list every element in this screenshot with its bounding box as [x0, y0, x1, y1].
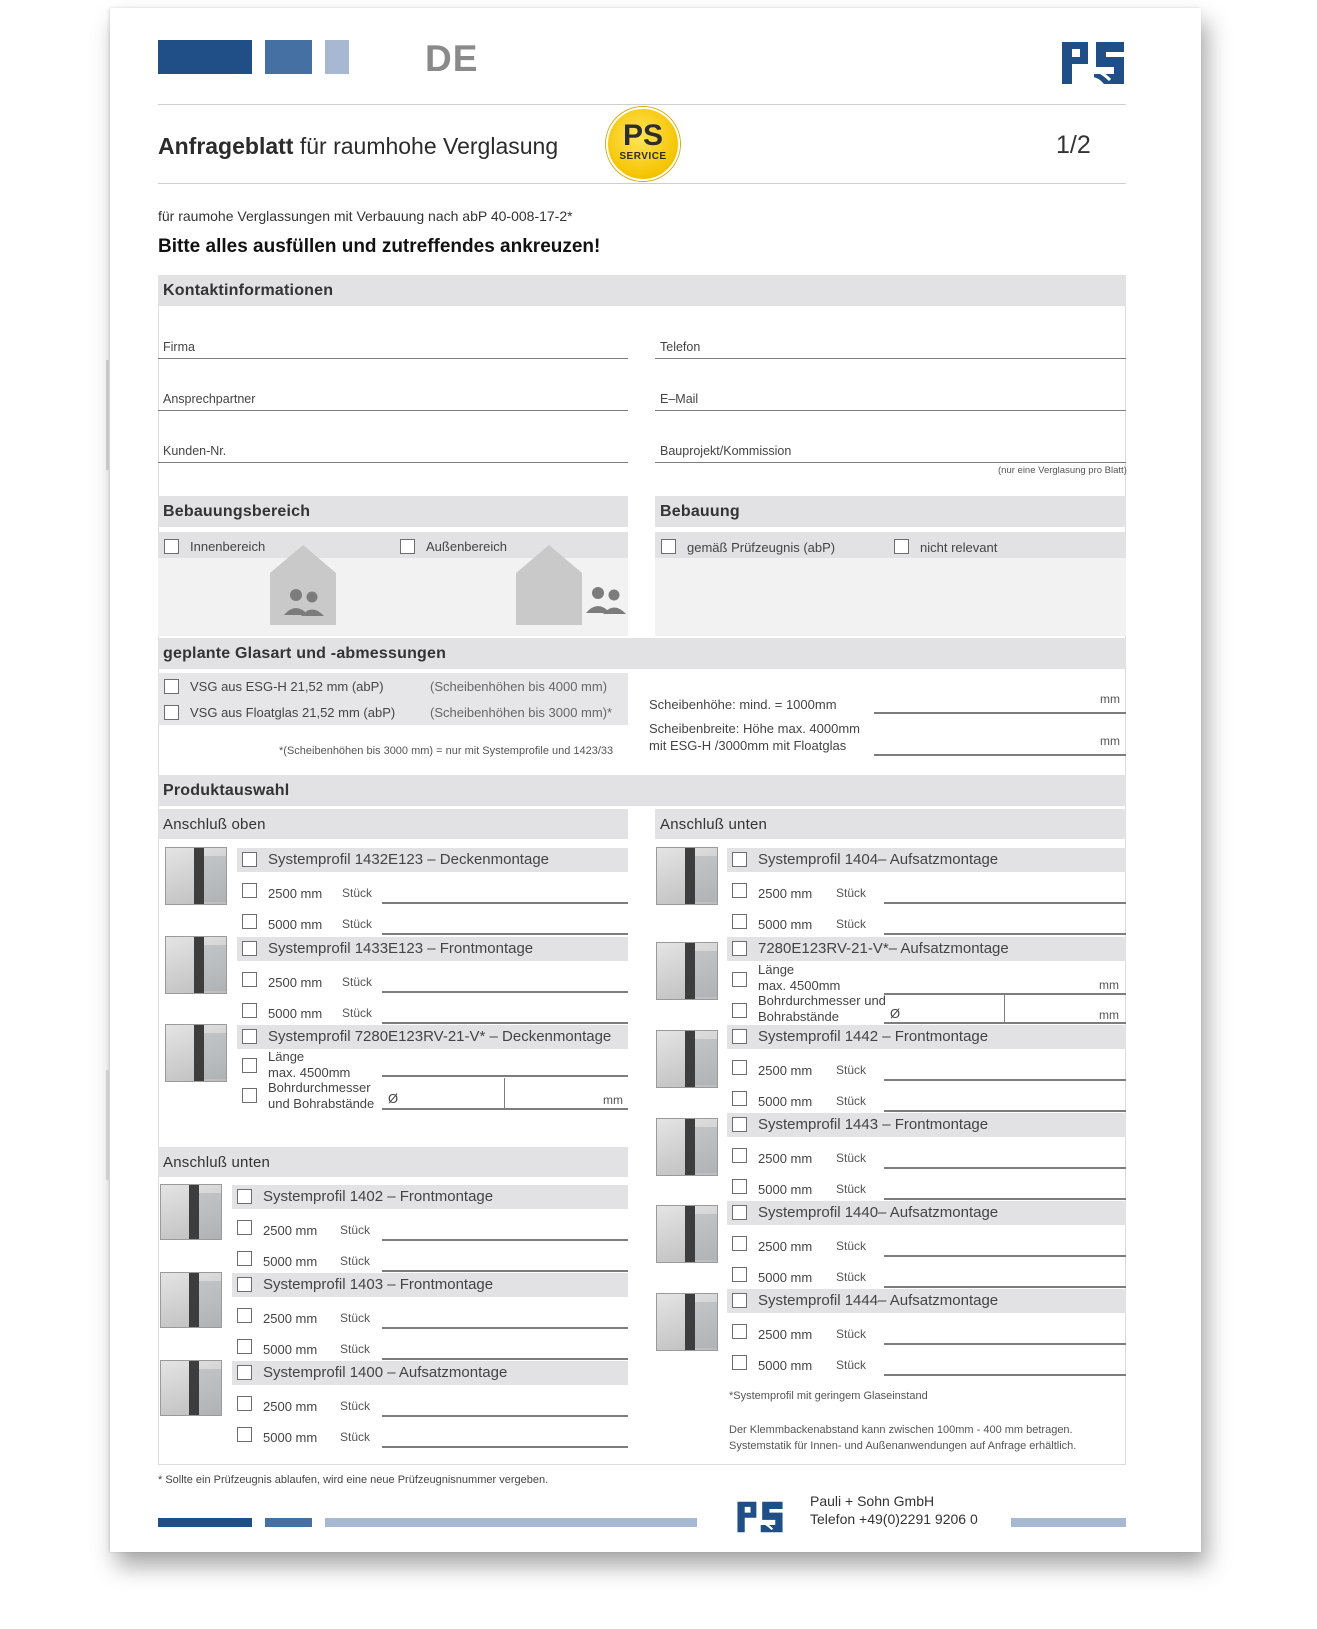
unten-right-4-label: Systemprofil 1443 – Frontmontage	[758, 1116, 989, 1133]
oben-item-2-checkbox[interactable]	[242, 941, 257, 956]
abp-checkbox[interactable]	[661, 539, 676, 554]
section-glas-label: geplante Glasart und -abmessungen	[163, 645, 447, 662]
oben-item-2-2500-field[interactable]	[382, 991, 628, 993]
unten-right-5-5000-label: 5000 mm	[758, 1270, 813, 1285]
oben-item-3-bohr-field[interactable]	[382, 1108, 628, 1110]
oben-item-2-label: Systemprofil 1433E123 – Frontmontage	[268, 940, 534, 957]
outdoor-house-icon	[516, 545, 582, 625]
oben-item-2-2500-label: 2500 mm	[268, 975, 323, 990]
unten-right-6-5000-field[interactable]	[884, 1374, 1126, 1376]
glas-esg-checkbox[interactable]	[164, 679, 179, 694]
unten-right-2-laenge-checkbox[interactable]	[732, 972, 747, 987]
unten-right-5-2500-field[interactable]	[884, 1255, 1126, 1257]
unten-right-1-5000-stueck: Stück	[836, 917, 867, 931]
section-produkt	[158, 775, 1126, 806]
oben-item-1-2500-checkbox[interactable]	[242, 883, 257, 898]
unten-right-2-checkbox[interactable]	[732, 941, 747, 956]
unten-right-3-2500-stueck: Stück	[836, 1063, 867, 1077]
section-contact	[158, 275, 1126, 306]
unten-left-2-5000-label: 5000 mm	[263, 1342, 318, 1357]
outdoor-people-icon	[584, 585, 626, 615]
unten-left-2-2500-field[interactable]	[382, 1327, 628, 1329]
glas-float-label: VSG aus Floatglas 21,52 mm (abP)	[190, 705, 396, 720]
unten-left-1-5000-label: 5000 mm	[263, 1254, 318, 1269]
unten-right-2-bohr-label-1: Bohrdurchmesser und	[758, 993, 886, 1008]
unten-right-5-2500-checkbox[interactable]	[732, 1236, 747, 1251]
oben-item-3-divider	[504, 1078, 505, 1108]
unten-right-1-2500-label: 2500 mm	[758, 886, 813, 901]
indoor-house-icon	[270, 545, 336, 625]
unten-right-6-2500-checkbox[interactable]	[732, 1324, 747, 1339]
anschluss-unten-left-header	[158, 1147, 628, 1177]
oben-item-3-laenge-field[interactable]	[382, 1075, 628, 1077]
telefon-label: Telefon	[660, 340, 701, 354]
unten-left-2-5000-checkbox[interactable]	[237, 1339, 252, 1354]
unten-left-3-2500-stueck: Stück	[340, 1399, 371, 1413]
unten-right-1-5000-checkbox[interactable]	[732, 914, 747, 929]
header-rule	[158, 104, 1126, 105]
oben-item-3-bohr-label-2: und Bohrabstände	[268, 1096, 375, 1111]
unten-right-4-2500-label: 2500 mm	[758, 1151, 813, 1166]
unten-left-1-5000-checkbox[interactable]	[237, 1251, 252, 1266]
klemmbacken-note: Der Klemmbackenabstand kann zwischen 100mm - 400 mm betragen.	[729, 1424, 1073, 1436]
unten-right-2-bohr-unit: mm	[1099, 1008, 1119, 1022]
oben-item-1-2500-stueck: Stück	[342, 886, 373, 900]
oben-item-3-laenge-label-2: max. 4500mm	[268, 1065, 351, 1080]
oben-item-3-label: Systemprofil 7280E123RV-21-V* – Deckenmontage	[268, 1028, 612, 1045]
unten-left-2-label: Systemprofil 1403 – Frontmontage	[263, 1276, 494, 1293]
company-info	[810, 1492, 978, 1528]
subtitle: für raumohe Verglassungen mit Verbauung nach abP 40-008-17-2*	[158, 208, 573, 224]
header-bar-light	[325, 40, 349, 74]
unten-right-5-5000-field[interactable]	[884, 1286, 1126, 1288]
innenbereich-label: Innenbereich	[190, 539, 266, 554]
aussenbereich-checkbox[interactable]	[400, 539, 415, 554]
scheibenbreite-field[interactable]	[874, 754, 1126, 756]
unten-left-1-2500-checkbox[interactable]	[237, 1220, 252, 1235]
page-edge	[106, 1070, 109, 1180]
section-bebauungsbereich-label: Bebauungsbereich	[163, 503, 311, 520]
footer-bar-right	[1011, 1518, 1126, 1527]
oben-item-1-5000-checkbox[interactable]	[242, 914, 257, 929]
bauprojekt-note: (nur eine Verglasung pro Blatt)	[998, 465, 1127, 476]
unten-right-5-5000-checkbox[interactable]	[732, 1267, 747, 1282]
unten-right-2-laenge-unit: mm	[1099, 978, 1119, 992]
unten-right-4-2500-field[interactable]	[884, 1167, 1126, 1169]
oben-item-3-diameter: Ø	[388, 1091, 399, 1106]
unten-left-3-5000-checkbox[interactable]	[237, 1427, 252, 1442]
footer-bar-mid	[265, 1518, 312, 1527]
scheibenhoehe-field[interactable]	[874, 712, 1126, 714]
unten-right-6-label: Systemprofil 1444– Aufsatzmontage	[758, 1292, 999, 1309]
anschluss-unten-right-header	[655, 809, 1126, 839]
page-number: 1/2	[1056, 131, 1091, 159]
title-rule	[158, 183, 1126, 184]
product-image-1400	[160, 1360, 222, 1416]
product-image-7280-oben	[165, 1024, 227, 1082]
language-code: DE	[425, 38, 479, 79]
scheibenbreite-label-2: mit ESG-H /3000mm mit Floatglas	[649, 738, 847, 753]
bauprojekt-field[interactable]	[655, 430, 1126, 463]
oben-item-3-bohr-label-1: Bohrdurchmesser	[268, 1080, 371, 1095]
ps-footer-logo-icon	[736, 1500, 784, 1534]
oben-item-3-bohr-checkbox[interactable]	[242, 1088, 257, 1103]
oben-item-3-checkbox[interactable]	[242, 1029, 257, 1044]
unten-left-2-2500-label: 2500 mm	[263, 1311, 318, 1326]
oben-item-2-5000-stueck: Stück	[342, 1006, 373, 1020]
oben-item-3-laenge-label-1: Länge	[268, 1049, 305, 1064]
unten-right-1-2500-field[interactable]	[884, 902, 1126, 904]
unten-right-1-label: Systemprofil 1404– Aufsatzmontage	[758, 851, 999, 868]
anschluss-oben-label: Anschluß oben	[163, 816, 266, 833]
oben-item-1-checkbox[interactable]	[242, 852, 257, 867]
unten-left-3-checkbox[interactable]	[237, 1365, 252, 1380]
oben-item-2-2500-stueck: Stück	[342, 975, 373, 989]
product-image-1403	[160, 1272, 222, 1328]
unten-left-3-5000-label: 5000 mm	[263, 1430, 318, 1445]
unten-left-2-5000-stueck: Stück	[340, 1342, 371, 1356]
unten-left-3-5000-stueck: Stück	[340, 1430, 371, 1444]
unten-right-1-5000-label: 5000 mm	[758, 917, 813, 932]
bauprojekt-label: Bauprojekt/Kommission	[660, 444, 792, 458]
unten-right-5-checkbox[interactable]	[732, 1205, 747, 1220]
scheibenbreite-unit: mm	[1100, 734, 1120, 748]
footer-bar-dark	[158, 1518, 252, 1527]
systemstatik-note: Systemstatik für Innen- und Außenanwendungen auf Anfrage erhältlich.	[729, 1440, 1077, 1452]
unten-right-3-2500-checkbox[interactable]	[732, 1060, 747, 1075]
unten-left-3-2500-field[interactable]	[382, 1415, 628, 1417]
unten-right-5-2500-stueck: Stück	[836, 1239, 867, 1253]
instruction: Bitte alles ausfüllen und zutreffendes ankreuzen!	[158, 236, 601, 257]
anschluss-oben-header	[158, 809, 628, 839]
oben-item-3-bohr-unit: mm	[603, 1093, 623, 1107]
unten-right-6-5000-label: 5000 mm	[758, 1358, 813, 1373]
unten-right-2-bohr-checkbox[interactable]	[732, 1003, 747, 1018]
unten-right-6-checkbox[interactable]	[732, 1293, 747, 1308]
unten-right-5-label: Systemprofil 1440– Aufsatzmontage	[758, 1204, 999, 1221]
unten-right-2-laenge-field[interactable]	[884, 993, 1126, 995]
product-image-1402	[160, 1184, 222, 1240]
unten-left-1-2500-label: 2500 mm	[263, 1223, 318, 1238]
section-bebauung	[655, 496, 1126, 527]
unten-left-1-2500-field[interactable]	[382, 1239, 628, 1241]
glas-float-checkbox[interactable]	[164, 705, 179, 720]
unten-right-4-5000-stueck: Stück	[836, 1182, 867, 1196]
unten-right-3-2500-label: 2500 mm	[758, 1063, 813, 1078]
product-image-7280-unten	[656, 942, 718, 1000]
unten-right-2-laenge-label-1: Länge	[758, 962, 795, 977]
oben-item-2-5000-label: 5000 mm	[268, 1006, 323, 1021]
company-name: Pauli + Sohn GmbH	[810, 1493, 935, 1509]
kundennr-label: Kunden-Nr.	[163, 444, 227, 458]
systemprofil-note: *Systemprofil mit geringem Glaseinstand	[729, 1390, 928, 1402]
unten-left-1-5000-stueck: Stück	[340, 1254, 371, 1268]
unten-left-3-2500-label: 2500 mm	[263, 1399, 318, 1414]
ps-service-badge: PS SERVICE	[606, 107, 680, 181]
oben-item-1-2500-field[interactable]	[382, 902, 628, 904]
email-label: E–Mail	[660, 392, 699, 406]
nicht-relevant-checkbox[interactable]	[894, 539, 909, 554]
telefon-field[interactable]	[655, 326, 1126, 359]
unten-right-4-2500-checkbox[interactable]	[732, 1148, 747, 1163]
unten-left-1-5000-field[interactable]	[382, 1270, 628, 1272]
scheibenhoehe-unit: mm	[1100, 692, 1120, 706]
oben-item-2-5000-checkbox[interactable]	[242, 1003, 257, 1018]
unten-left-3-2500-checkbox[interactable]	[237, 1396, 252, 1411]
unten-left-2-checkbox[interactable]	[237, 1277, 252, 1292]
section-glas	[158, 638, 1126, 669]
unten-right-3-label: Systemprofil 1442 – Frontmontage	[758, 1028, 989, 1045]
unten-right-3-5000-stueck: Stück	[836, 1094, 867, 1108]
unten-left-3-label: Systemprofil 1400 – Aufsatzmontage	[263, 1364, 508, 1381]
unten-right-5-5000-stueck: Stück	[836, 1270, 867, 1284]
product-image-1444	[656, 1293, 718, 1351]
unten-right-4-5000-checkbox[interactable]	[732, 1179, 747, 1194]
glas-esg-note: (Scheibenhöhen bis 4000 mm)	[430, 679, 608, 694]
page-edge	[106, 360, 109, 470]
unten-right-3-5000-checkbox[interactable]	[732, 1091, 747, 1106]
unten-right-5-2500-label: 2500 mm	[758, 1239, 813, 1254]
unten-right-2-laenge-label-2: max. 4500mm	[758, 978, 841, 993]
oben-item-1-5000-label: 5000 mm	[268, 917, 323, 932]
unten-right-4-checkbox[interactable]	[732, 1117, 747, 1132]
oben-item-1-label: Systemprofil 1432E123 – Deckenmontage	[268, 851, 550, 868]
oben-item-3-laenge-checkbox[interactable]	[242, 1058, 257, 1073]
section-bebauungsbereich	[158, 496, 628, 527]
section-produkt-label: Produktauswahl	[163, 782, 290, 799]
ansprechpartner-field[interactable]	[158, 378, 628, 411]
abp-label: gemäß Prüfzeugnis (abP)	[687, 540, 836, 555]
unten-left-1-2500-stueck: Stück	[340, 1223, 371, 1237]
section-contact-label: Kontaktinformationen	[163, 282, 334, 299]
scheibenhoehe-label: Scheibenhöhe: mind. = 1000mm	[649, 697, 837, 712]
firma-field[interactable]	[158, 326, 628, 359]
unten-right-6-2500-label: 2500 mm	[758, 1327, 813, 1342]
unten-right-1-checkbox[interactable]	[732, 852, 747, 867]
unten-right-4-5000-label: 5000 mm	[758, 1182, 813, 1197]
unten-right-2-divider	[1004, 994, 1005, 1024]
kundennr-field[interactable]	[158, 430, 628, 463]
ansprechpartner-label: Ansprechpartner	[163, 392, 256, 406]
product-image-1404	[656, 847, 718, 905]
ps-logo-icon	[1060, 40, 1126, 86]
page-title: Anfrageblatt für raumhohe Verglasung	[158, 133, 559, 159]
unten-left-3-5000-field[interactable]	[382, 1446, 628, 1448]
innenbereich-checkbox[interactable]	[164, 539, 179, 554]
product-image-1443	[656, 1118, 718, 1176]
product-image-1433	[165, 936, 227, 994]
unten-left-2-5000-field[interactable]	[382, 1358, 628, 1360]
aussenbereich-label: Außenbereich	[426, 539, 507, 554]
company-phone: Telefon +49(0)2291 9206 0	[810, 1511, 978, 1527]
unten-right-4-5000-field[interactable]	[884, 1198, 1126, 1200]
section-bebauung-label: Bebauung	[660, 503, 740, 520]
header-bar-mid	[265, 40, 312, 74]
glas-footnote: *(Scheibenhöhen bis 3000 mm) = nur mit Systemprofile und 1423/33	[279, 745, 614, 757]
nicht-relevant-label: nicht relevant	[920, 540, 998, 555]
oben-item-1-5000-stueck: Stück	[342, 917, 373, 931]
unten-right-1-2500-stueck: Stück	[836, 886, 867, 900]
oben-item-1-5000-field[interactable]	[382, 933, 628, 935]
firma-label: Firma	[163, 340, 195, 354]
oben-item-2-2500-checkbox[interactable]	[242, 972, 257, 987]
unten-right-3-5000-field[interactable]	[884, 1110, 1126, 1112]
unten-right-6-2500-stueck: Stück	[836, 1327, 867, 1341]
product-image-1432	[165, 847, 227, 905]
footer-bar-light	[325, 1518, 697, 1527]
unten-left-1-label: Systemprofil 1402 – Frontmontage	[263, 1188, 494, 1205]
product-image-1440	[656, 1205, 718, 1263]
anschluss-unten-left-label: Anschluß unten	[163, 1154, 271, 1171]
unten-right-2-bohr-field[interactable]	[884, 1022, 1126, 1024]
unten-right-2-label: 7280E123RV-21-V*– Aufsatzmontage	[758, 940, 1009, 957]
unten-right-3-5000-label: 5000 mm	[758, 1094, 813, 1109]
header-bar-dark	[158, 40, 252, 74]
unten-right-3-checkbox[interactable]	[732, 1029, 747, 1044]
glas-esg-label: VSG aus ESG-H 21,52 mm (abP)	[190, 679, 384, 694]
unten-right-4-2500-stueck: Stück	[836, 1151, 867, 1165]
unten-right-2-bohr-label-2: Bohrabstände	[758, 1009, 839, 1024]
email-field[interactable]	[655, 378, 1126, 411]
glas-float-note: (Scheibenhöhen bis 3000 mm)*	[430, 705, 613, 720]
oben-item-1-2500-label: 2500 mm	[268, 886, 323, 901]
footer-footnote: * Sollte ein Prüfzeugnis ablaufen, wird eine neue Prüfzeugnisnummer vergeben.	[158, 1474, 549, 1486]
anschluss-unten-right-label: Anschluß unten	[660, 816, 768, 833]
unten-left-2-2500-checkbox[interactable]	[237, 1308, 252, 1323]
unten-right-1-5000-field[interactable]	[884, 933, 1126, 935]
unten-right-6-2500-field[interactable]	[884, 1343, 1126, 1345]
unten-left-2-2500-stueck: Stück	[340, 1311, 371, 1325]
unten-right-1-2500-checkbox[interactable]	[732, 883, 747, 898]
unten-right-3-2500-field[interactable]	[884, 1079, 1126, 1081]
product-image-1442	[656, 1030, 718, 1088]
unten-right-2-diameter: Ø	[890, 1006, 901, 1021]
unten-right-6-5000-checkbox[interactable]	[732, 1355, 747, 1370]
unten-left-1-checkbox[interactable]	[237, 1189, 252, 1204]
oben-item-2-5000-field[interactable]	[382, 1022, 628, 1024]
scheibenbreite-label-1: Scheibenbreite: Höhe max. 4000mm	[649, 721, 861, 736]
unten-right-6-5000-stueck: Stück	[836, 1358, 867, 1372]
